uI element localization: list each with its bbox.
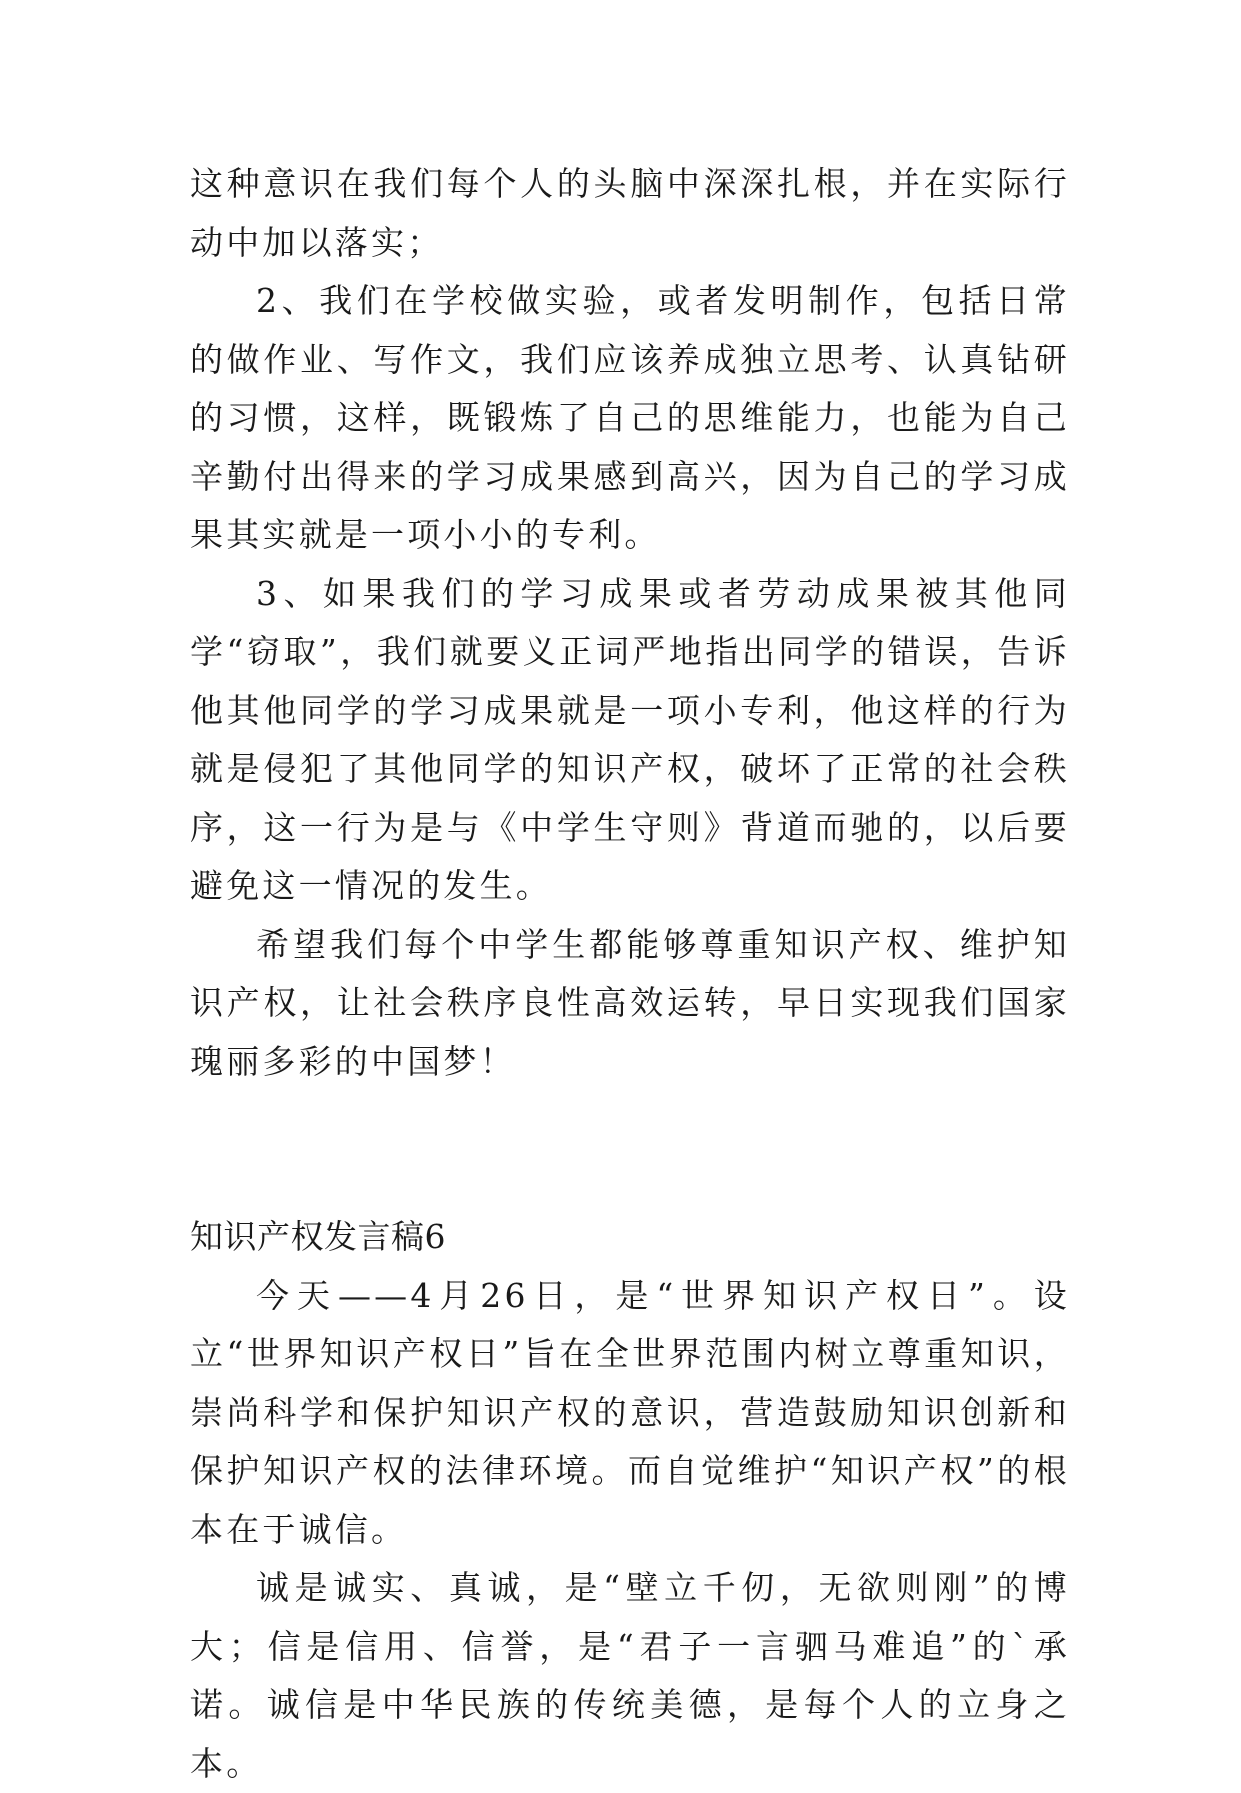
paragraph-world-ip-day: 今天——4月26日，是“世界知识产权日”。设立“世界知识产权日”旨在全世界范围内树立尊重知识，崇尚科学和保护知识产权的意识，营造鼓励知识创新和保护知识产权的法律环境。而自觉维护“知识产权”的根本在于诚信。 bbox=[190, 1275, 1070, 1549]
paragraph-point-2: 2、我们在学校做实验，或者发明制作，包括日常的做作业、写作文，我们应该养成独立思考、认真钻研的习惯，这样，既锻炼了自己的思维能力，也能为自己辛勤付出得来的学习成果感到高兴，因为自己的学习成果其实就是一项小小的专利。 bbox=[190, 281, 1070, 554]
paragraph-conclusion: 希望我们每个中学生都能够尊重知识产权、维护知识产权，让社会秩序良性高效运转，早日实现我们国家瑰丽多彩的中国梦！ bbox=[190, 924, 1070, 1081]
paragraph-integrity: 诚是诚实、真诚，是“壁立千仞，无欲则刚”的博大；信是信用、信誉，是“君子一言驷马难追”的`承诺。诚信是中华民族的传统美德，是每个人的立身之本。 bbox=[190, 1568, 1070, 1783]
document-body bbox=[190, 155, 1070, 1793]
section-title: 知识产权发言稿6 bbox=[190, 1217, 446, 1256]
paragraph-continuation: 这种意识在我们每个人的头脑中深深扎根，并在实际行动中加以落实； bbox=[190, 164, 1070, 262]
paragraph-point-3: 3、如果我们的学习成果或者劳动成果被其他同学“窃取”，我们就要义正词严地指出同学的错误，告诉他其他同学的学习成果就是一项小专利，他这样的行为就是侵犯了其他同学的知识产权，破坏了正常的社会秩序，这一行为是与《中学生守则》背道而驰的，以后要避免这一情况的发生。 bbox=[190, 573, 1070, 905]
